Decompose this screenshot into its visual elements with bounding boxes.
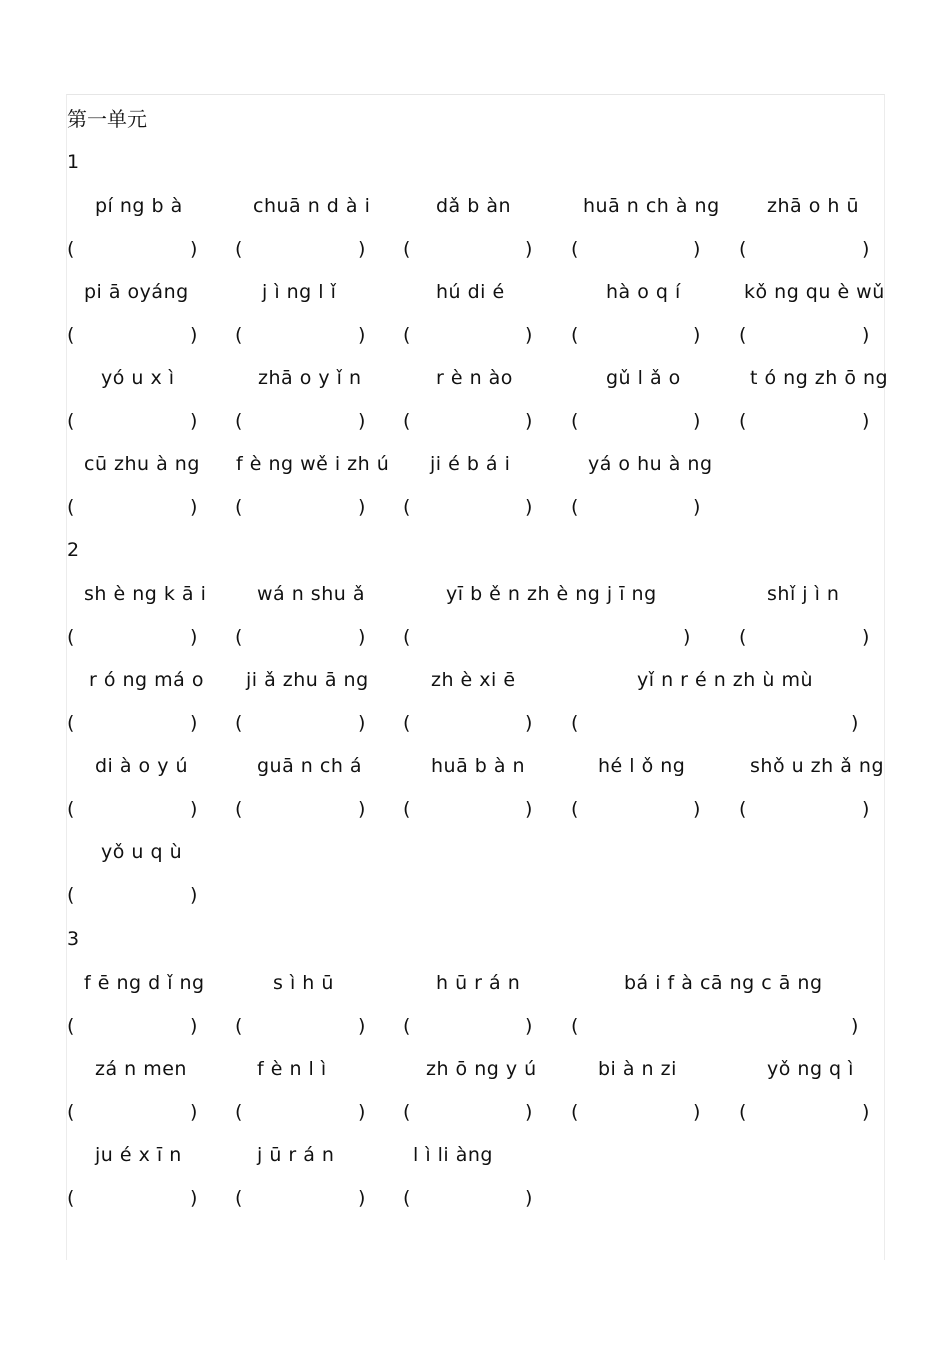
pinyin-word: hà o q í	[606, 281, 681, 303]
pinyin-word: j ì ng l ǐ	[262, 281, 337, 303]
pinyin-word: chuā n d à i	[253, 195, 371, 217]
pinyin-word: zá n men	[95, 1058, 187, 1080]
pinyin-word: zh ō ng y ú	[426, 1058, 537, 1080]
answer-bracket-open: (	[67, 1015, 75, 1037]
pinyin-word: huā b à n	[431, 755, 526, 777]
pinyin-word: yá o hu à ng	[588, 453, 713, 475]
answer-bracket-open: (	[67, 496, 75, 518]
answer-bracket-close: )	[683, 626, 691, 648]
answer-bracket-close: )	[358, 1187, 366, 1209]
answer-bracket-open: (	[67, 410, 75, 432]
pinyin-word: hé l ǒ ng	[598, 755, 686, 777]
pinyin-word: l ì li àng	[413, 1144, 493, 1166]
pinyin-word: yó u x ì	[101, 367, 175, 389]
answer-bracket-close: )	[358, 712, 366, 734]
answer-bracket-close: )	[358, 1015, 366, 1037]
answer-bracket-close: )	[862, 238, 870, 260]
pinyin-word: bi à n zi	[598, 1058, 677, 1080]
answer-bracket-open: (	[235, 1101, 243, 1123]
answer-bracket-close: )	[190, 1187, 198, 1209]
answer-bracket-close: )	[190, 410, 198, 432]
answer-bracket-open: (	[571, 1015, 579, 1037]
answer-bracket-open: (	[235, 496, 243, 518]
answer-bracket-open: (	[235, 324, 243, 346]
pinyin-word: dǎ b àn	[436, 195, 512, 217]
answer-bracket-open: (	[67, 712, 75, 734]
answer-bracket-open: (	[403, 798, 411, 820]
pinyin-word: t ó ng zh ō ng	[750, 367, 889, 389]
answer-bracket-open: (	[403, 712, 411, 734]
pinyin-word: huā n ch à ng	[583, 195, 720, 217]
answer-bracket-close: )	[693, 798, 701, 820]
answer-bracket-close: )	[358, 1101, 366, 1123]
answer-bracket-open: (	[403, 238, 411, 260]
answer-bracket-close: )	[190, 1015, 198, 1037]
answer-bracket-close: )	[693, 496, 701, 518]
pinyin-word: pi ā oyáng	[84, 281, 189, 303]
pinyin-word: ju é x ī n	[95, 1144, 182, 1166]
answer-bracket-close: )	[358, 324, 366, 346]
answer-bracket-close: )	[525, 410, 533, 432]
answer-bracket-open: (	[67, 798, 75, 820]
pinyin-word: r è n ào	[436, 367, 513, 389]
pinyin-word: f è n l ì	[257, 1058, 327, 1080]
answer-bracket-open: (	[235, 238, 243, 260]
answer-bracket-open: (	[571, 238, 579, 260]
pinyin-word: yǐ n r é n zh ù mù	[637, 669, 813, 691]
pinyin-word: cū zhu à ng	[84, 453, 200, 475]
answer-bracket-close: )	[190, 496, 198, 518]
answer-bracket-open: (	[739, 1101, 747, 1123]
pinyin-word: sh è ng k ā i	[84, 583, 207, 605]
answer-bracket-open: (	[235, 712, 243, 734]
pinyin-word: kǒ ng qu è wǔ	[744, 281, 885, 303]
answer-bracket-close: )	[358, 496, 366, 518]
answer-bracket-open: (	[739, 324, 747, 346]
answer-bracket-close: )	[693, 410, 701, 432]
answer-bracket-close: )	[693, 238, 701, 260]
answer-bracket-open: (	[571, 410, 579, 432]
answer-bracket-open: (	[67, 324, 75, 346]
answer-bracket-close: )	[693, 1101, 701, 1123]
answer-bracket-open: (	[403, 1187, 411, 1209]
pinyin-word: hú di é	[436, 281, 505, 303]
answer-bracket-close: )	[862, 410, 870, 432]
answer-bracket-close: )	[525, 1187, 533, 1209]
answer-bracket-close: )	[851, 712, 859, 734]
pinyin-word: f ē ng d ǐ ng	[84, 972, 205, 994]
pinyin-word: zhā o y ǐ n	[258, 367, 362, 389]
answer-bracket-open: (	[571, 798, 579, 820]
answer-bracket-open: (	[67, 884, 75, 906]
pinyin-word: f è ng wě i zh ú	[236, 453, 390, 475]
answer-bracket-close: )	[851, 1015, 859, 1037]
answer-bracket-close: )	[358, 238, 366, 260]
answer-bracket-close: )	[525, 238, 533, 260]
answer-bracket-open: (	[403, 626, 411, 648]
answer-bracket-open: (	[403, 496, 411, 518]
answer-bracket-close: )	[525, 712, 533, 734]
pinyin-word: j ū r á n	[257, 1144, 335, 1166]
answer-bracket-open: (	[403, 324, 411, 346]
answer-bracket-open: (	[403, 1015, 411, 1037]
pinyin-word: yī b ě n zh è ng j ī ng	[446, 583, 657, 605]
answer-bracket-open: (	[403, 410, 411, 432]
pinyin-word: shǒ u zh ǎ ng	[750, 755, 885, 777]
pinyin-word: ji é b á i	[430, 453, 511, 475]
answer-bracket-open: (	[403, 1101, 411, 1123]
answer-bracket-close: )	[190, 1101, 198, 1123]
answer-bracket-open: (	[739, 626, 747, 648]
answer-bracket-open: (	[235, 626, 243, 648]
answer-bracket-close: )	[862, 626, 870, 648]
answer-bracket-close: )	[862, 798, 870, 820]
answer-bracket-close: )	[693, 324, 701, 346]
pinyin-word: bá i f à cā ng c ā ng	[624, 972, 823, 994]
answer-bracket-open: (	[739, 238, 747, 260]
answer-bracket-open: (	[67, 1101, 75, 1123]
answer-bracket-close: )	[190, 798, 198, 820]
answer-bracket-close: )	[525, 1101, 533, 1123]
answer-bracket-open: (	[67, 1187, 75, 1209]
answer-bracket-open: (	[235, 1187, 243, 1209]
pinyin-word: shǐ j ì n	[767, 583, 840, 605]
pinyin-word: yǒ ng q ì	[767, 1058, 854, 1080]
answer-bracket-open: (	[571, 324, 579, 346]
pinyin-word: guā n ch á	[257, 755, 363, 777]
pinyin-word: yǒ u q ù	[101, 841, 183, 863]
pinyin-word: zh è xi ē	[431, 669, 516, 691]
answer-bracket-close: )	[190, 712, 198, 734]
answer-bracket-open: (	[571, 496, 579, 518]
pinyin-word: wá n shu ǎ	[257, 583, 365, 605]
answer-bracket-close: )	[525, 324, 533, 346]
pinyin-word: h ū r á n	[436, 972, 521, 994]
answer-bracket-close: )	[525, 1015, 533, 1037]
pinyin-word: s ì h ū	[273, 972, 334, 994]
answer-bracket-open: (	[571, 712, 579, 734]
answer-bracket-close: )	[190, 324, 198, 346]
answer-bracket-open: (	[235, 410, 243, 432]
pinyin-word: di à o y ú	[95, 755, 189, 777]
section-number: 2	[67, 539, 80, 561]
answer-bracket-open: (	[739, 410, 747, 432]
section-number: 3	[67, 928, 80, 950]
answer-bracket-open: (	[571, 1101, 579, 1123]
answer-bracket-open: (	[235, 798, 243, 820]
answer-bracket-close: )	[525, 798, 533, 820]
section-number: 1	[67, 151, 80, 173]
answer-bracket-close: )	[358, 410, 366, 432]
answer-bracket-close: )	[190, 238, 198, 260]
answer-bracket-open: (	[67, 626, 75, 648]
answer-bracket-close: )	[190, 884, 198, 906]
unit-title: 第一单元	[67, 107, 147, 131]
answer-bracket-close: )	[862, 1101, 870, 1123]
answer-bracket-close: )	[190, 626, 198, 648]
pinyin-word: zhā o h ū	[767, 195, 859, 217]
answer-bracket-close: )	[358, 626, 366, 648]
answer-bracket-open: (	[67, 238, 75, 260]
answer-bracket-open: (	[235, 1015, 243, 1037]
answer-bracket-open: (	[739, 798, 747, 820]
pinyin-word: ji ǎ zhu ā ng	[246, 669, 369, 691]
pinyin-word: r ó ng má o	[89, 669, 204, 691]
answer-bracket-close: )	[862, 324, 870, 346]
pinyin-word: gǔ l ǎ o	[606, 367, 681, 389]
answer-bracket-close: )	[525, 496, 533, 518]
pinyin-word: pí ng b à	[95, 195, 183, 217]
answer-bracket-close: )	[358, 798, 366, 820]
